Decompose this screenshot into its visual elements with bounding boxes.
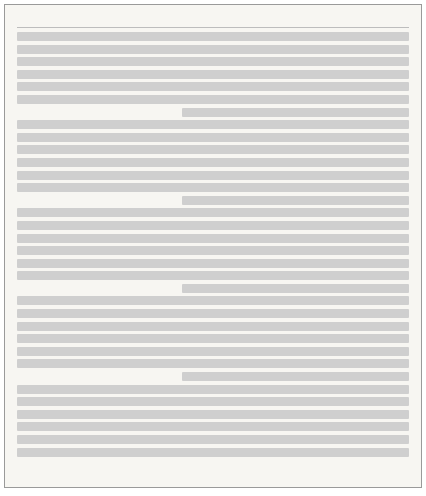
notice-line bbox=[17, 296, 409, 305]
notice-line bbox=[17, 82, 409, 91]
tender-notice bbox=[4, 4, 422, 488]
notice-line bbox=[17, 133, 409, 142]
notice-line bbox=[17, 435, 409, 444]
notice-line bbox=[17, 57, 409, 66]
notice-line bbox=[17, 271, 409, 280]
notice-line bbox=[17, 259, 409, 268]
notice-line bbox=[17, 145, 409, 154]
notice-line bbox=[17, 397, 409, 406]
notice-line bbox=[17, 95, 409, 104]
notice-line bbox=[17, 158, 409, 167]
notice-line bbox=[17, 171, 409, 180]
notice-line bbox=[17, 208, 409, 217]
notice-line bbox=[17, 334, 409, 343]
notice-line bbox=[17, 221, 409, 230]
notice-line bbox=[17, 422, 409, 431]
notice-line bbox=[182, 284, 409, 293]
notice-line bbox=[182, 108, 409, 117]
notice-line bbox=[182, 196, 409, 205]
notice-line bbox=[17, 246, 409, 255]
notice-line bbox=[17, 309, 409, 318]
notice-line bbox=[17, 234, 409, 243]
notice-line bbox=[182, 372, 409, 381]
notice-line bbox=[17, 347, 409, 356]
notice-line bbox=[17, 448, 409, 457]
notice-title bbox=[17, 11, 409, 28]
notice-line bbox=[17, 45, 409, 54]
notice-body bbox=[5, 32, 421, 457]
notice-line bbox=[17, 322, 409, 331]
notice-line bbox=[17, 410, 409, 419]
notice-line bbox=[17, 385, 409, 394]
notice-signature bbox=[17, 471, 409, 481]
notice-line bbox=[17, 120, 409, 129]
notice-line bbox=[17, 32, 409, 41]
notice-line bbox=[17, 183, 409, 192]
notice-line bbox=[17, 359, 409, 368]
notice-line bbox=[17, 70, 409, 79]
